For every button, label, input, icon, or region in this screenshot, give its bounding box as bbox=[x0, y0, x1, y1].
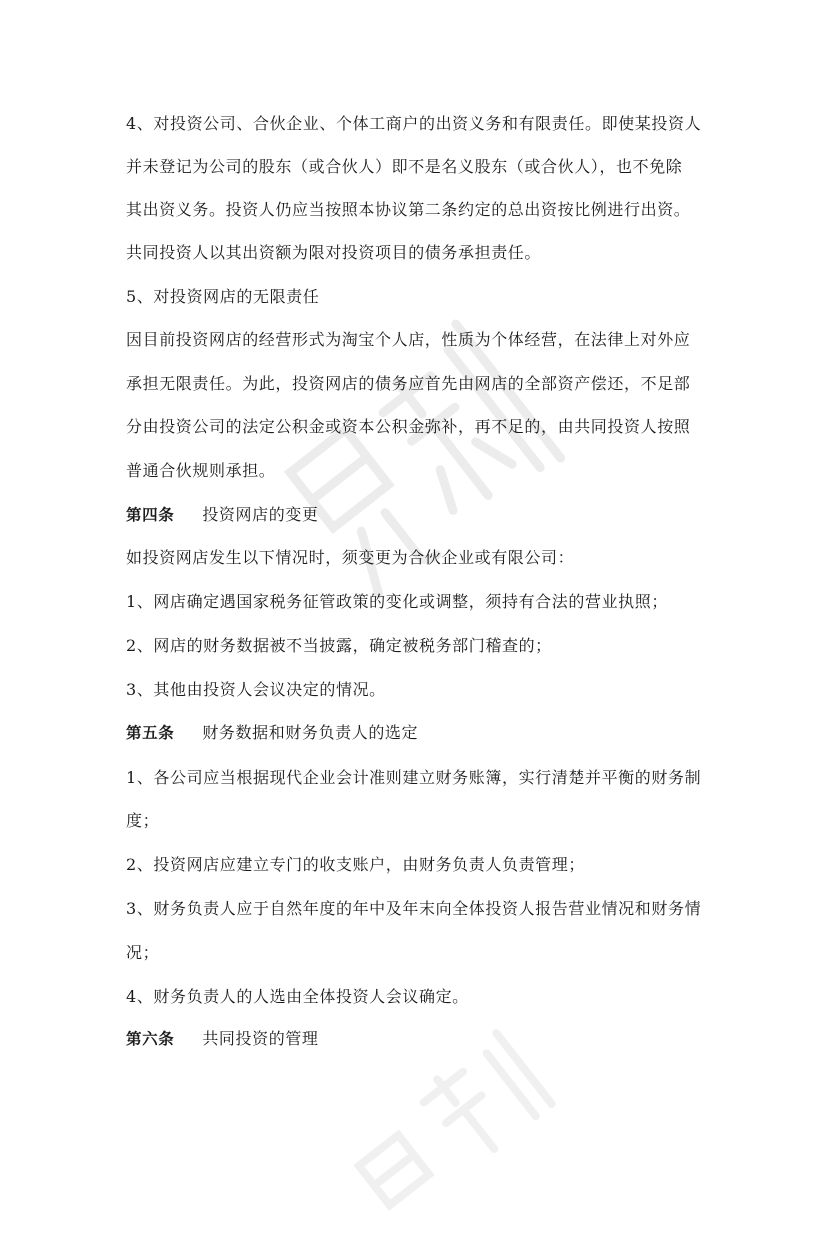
list-item: 2、投资网店应建立专门的收支账户，由财务负责人负责管理； bbox=[126, 855, 585, 874]
article-number: 第五条 bbox=[126, 724, 175, 742]
article-number: 第四条 bbox=[126, 506, 175, 524]
list-item: 1、各公司应当根据现代企业会计准则建立财务账簿，实行清楚并平衡的财务制 bbox=[126, 768, 702, 787]
list-item: 3、其他由投资人会议决定的情况。 bbox=[126, 680, 386, 699]
list-item: 1、网店确定遇国家税务征管政策的变化或调整，须持有合法的营业执照； bbox=[126, 592, 668, 611]
paragraph-line: 共同投资人以其出资额为限对投资项目的债务承担责任。 bbox=[126, 243, 542, 262]
article-number: 第六条 bbox=[126, 1030, 175, 1048]
paragraph-line: 承担无限责任。为此，投资网店的债务应首先由网店的全部资产偿还，不足部 bbox=[126, 374, 691, 393]
article-title: 财务数据和财务负责人的选定 bbox=[202, 723, 419, 742]
watermark-graphic-bottom bbox=[318, 999, 581, 1241]
article-title: 投资网店的变更 bbox=[202, 505, 319, 524]
paragraph-line: 分由投资公司的法定公积金或资本公积金弥补，再不足的，由共同投资人按照 bbox=[126, 417, 691, 436]
list-item: 2、网店的财务数据被不当披露，确定被税务部门稽查的； bbox=[126, 636, 552, 655]
article-heading bbox=[126, 505, 319, 525]
article-heading bbox=[126, 1029, 319, 1049]
list-item-continuation: 度； bbox=[126, 811, 160, 830]
article-title: 共同投资的管理 bbox=[202, 1029, 319, 1048]
paragraph-line: 4、对投资公司、合伙企业、个体工商户的出资义务和有限责任。即使某投资人 bbox=[126, 114, 702, 133]
subsection-title: 5、对投资网店的无限责任 bbox=[126, 287, 320, 306]
paragraph-line: 普通合伙规则承担。 bbox=[126, 461, 276, 480]
list-item: 3、财务负责人应于自然年度的年中及年末向全体投资人报告营业情况和财务情 bbox=[126, 899, 702, 918]
list-item-continuation: 况； bbox=[126, 943, 160, 962]
article-heading bbox=[126, 723, 418, 743]
list-item: 4、财务负责人的人选由全体投资人会议确定。 bbox=[126, 987, 469, 1006]
paragraph-line: 如投资网店发生以下情况时，须变更为合伙企业或有限公司： bbox=[126, 548, 575, 567]
paragraph-line: 其出资义务。投资人仍应当按照本协议第二条约定的总出资按比例进行出资。 bbox=[126, 200, 691, 219]
paragraph-line: 并未登记为公司的股东（或合伙人）即不是名义股东（或合伙人），也不免除 bbox=[126, 157, 683, 176]
paragraph-line: 因目前投资网店的经营形式为淘宝个人店，性质为个体经营，在法律上对外应 bbox=[126, 330, 691, 349]
